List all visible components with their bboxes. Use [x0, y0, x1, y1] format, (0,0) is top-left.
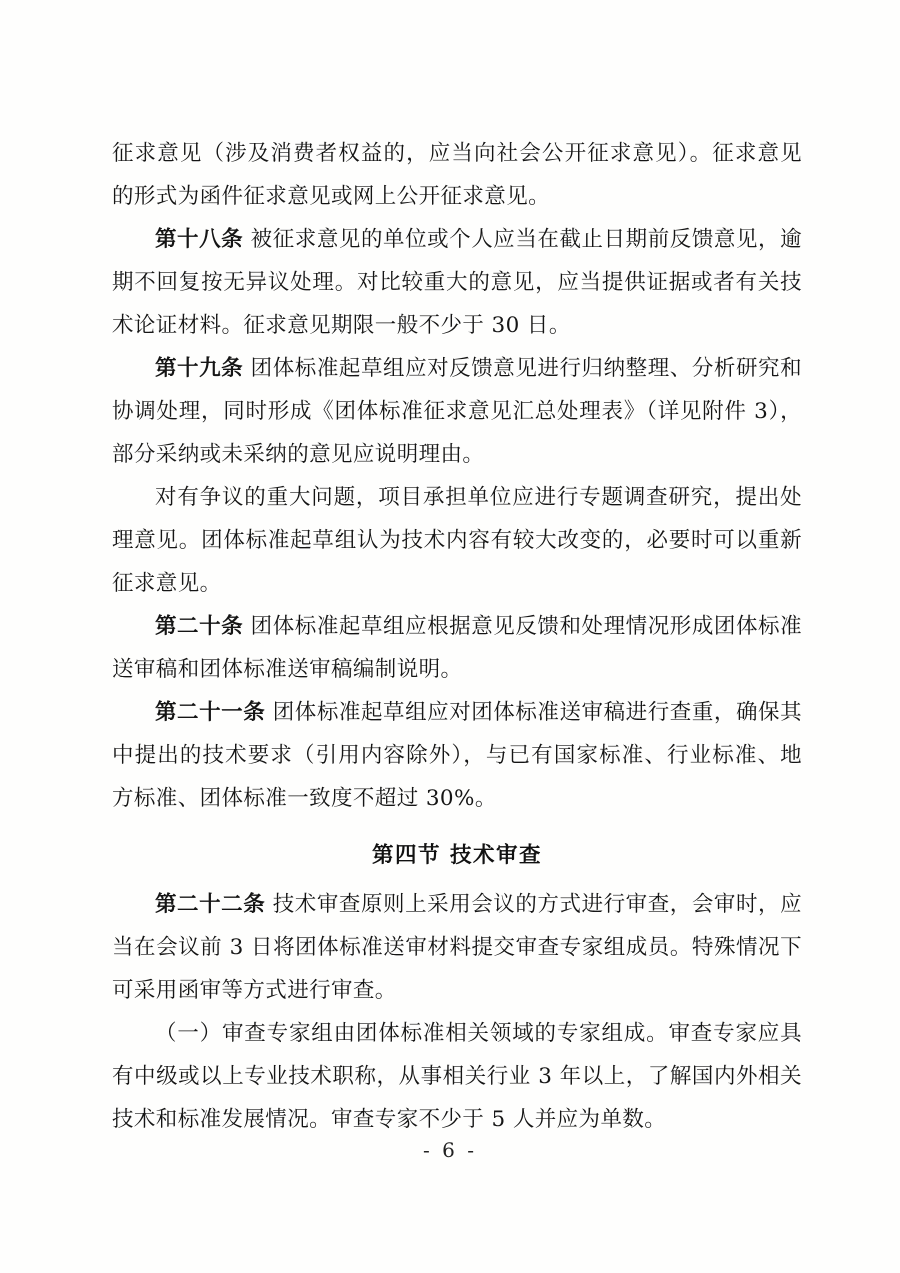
paragraph-article-19 — [112, 347, 802, 476]
article-label: 第二十一条 — [155, 700, 266, 725]
article-label: 第二十二条 — [155, 892, 266, 917]
section-heading: 第四节 技术审查 — [372, 843, 542, 868]
page-content — [112, 132, 802, 1141]
page-number: - 6 - — [423, 1138, 477, 1162]
article-label: 第十八条 — [155, 227, 244, 252]
article-label: 第十九条 — [155, 356, 244, 381]
paragraph-text: 团体标准起草组应对反馈意见进行归纳整理、分析研究和协调处理，同时形成《团体标准征求意见汇总处理表》（详见附件 3），部分采纳或未采纳的意见应说明理由。 — [112, 356, 802, 467]
paragraph-disputed-issues — [112, 476, 802, 605]
paragraph-continuation — [112, 132, 802, 218]
paragraph-article-21 — [112, 691, 802, 820]
paragraph-text: 团体标准起草组应对团体标准送审稿进行查重，确保其中提出的技术要求（引用内容除外），与已有国家标准、行业标准、地方标准、团体标准一致度不超过 30%。 — [112, 700, 802, 811]
paragraph-text: 团体标准起草组应根据意见反馈和处理情况形成团体标准送审稿和团体标准送审稿编制说明。 — [112, 614, 802, 682]
paragraph-text: 被征求意见的单位或个人应当在截止日期前反馈意见，逾期不回复按无异议处理。对比较重大的意见，应当提供证据或者有关技术论证材料。征求意见期限一般不少于 30 日。 — [112, 227, 802, 338]
paragraph-text: 征求意见（涉及消费者权益的，应当向社会公开征求意见）。征求意见的形式为函件征求意见或网上公开征求意见。 — [112, 141, 802, 209]
paragraph-text: 对有争议的重大问题，项目承担单位应进行专题调查研究，提出处理意见。团体标准起草组认为技术内容有较大改变的，必要时可以重新征求意见。 — [112, 485, 802, 596]
paragraph-article-20 — [112, 605, 802, 691]
paragraph-text: 技术审查原则上采用会议的方式进行审查，会审时，应当在会议前 3 日将团体标准送审材料提交审查专家组成员。特殊情况下可采用函审等方式进行审查。 — [112, 892, 802, 1003]
article-label: 第二十条 — [155, 614, 244, 639]
paragraph-article-22 — [112, 883, 802, 1012]
paragraph-article-18 — [112, 218, 802, 347]
paragraph-item-1 — [112, 1012, 802, 1141]
paragraph-text: （一）审查专家组由团体标准相关领域的专家组成。审查专家应具有中级或以上专业技术职称，从事相关行业 3 年以上，了解国内外相关技术和标准发展情况。审查专家不少于 5 人并应为单数。 — [112, 1021, 802, 1132]
